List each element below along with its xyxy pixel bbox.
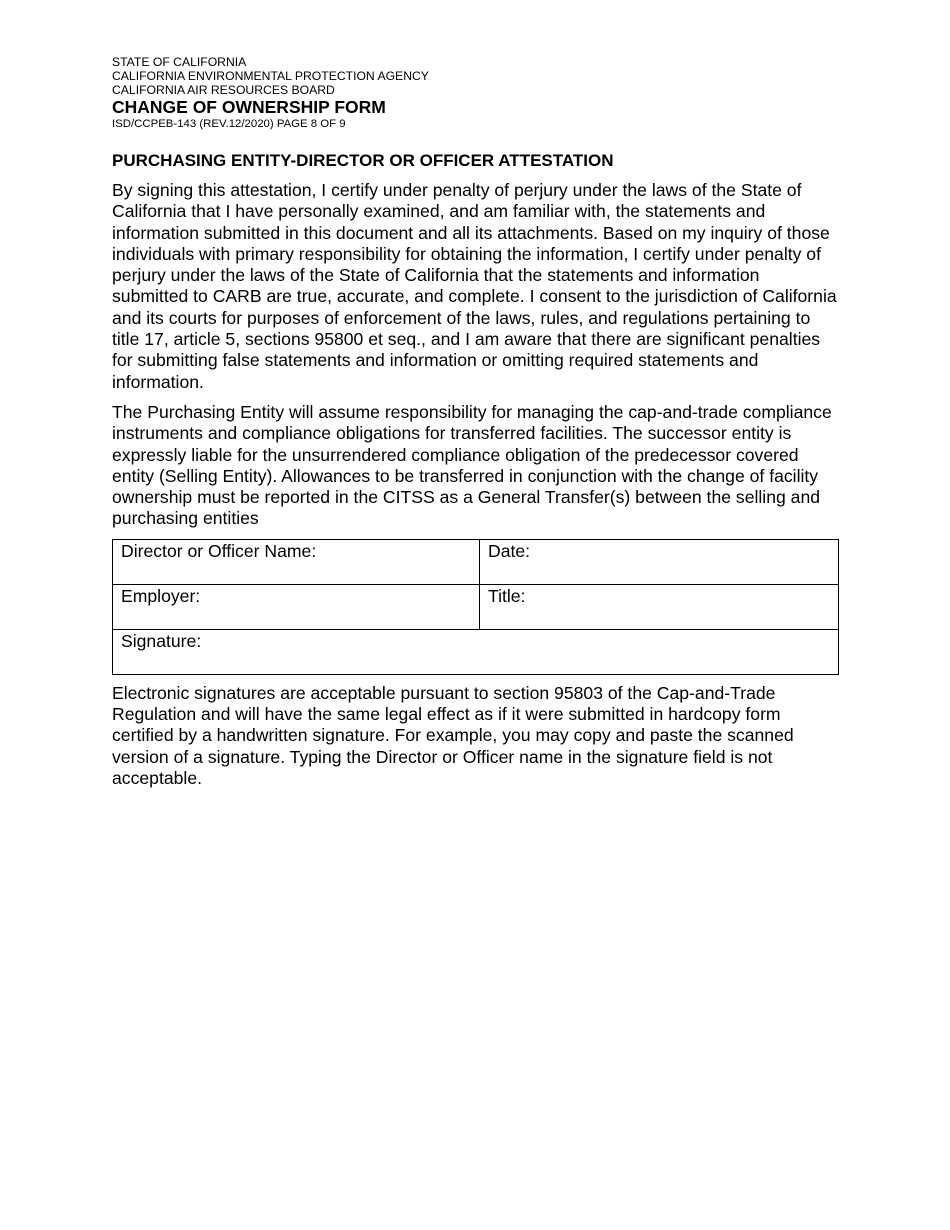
director-name-label: Director or Officer Name: xyxy=(121,540,317,561)
director-name-field[interactable] xyxy=(113,539,480,584)
form-title: CHANGE OF OWNERSHIP FORM xyxy=(112,97,386,117)
electronic-signature-note: Electronic signatures are acceptable pursuant to section 95803 of the Cap-and-Trade Regulation and will have the same legal effect as if it were submitted in hardcopy form certified by a handwritten signature. For example, you may copy and paste the scanned version of a signature. Typing the Director or Officer name in the signature field is not acceptable. xyxy=(112,682,794,788)
agency-name: CALIFORNIA ENVIRONMENTAL PROTECTION AGENCY xyxy=(112,69,429,83)
board-name: CALIFORNIA AIR RESOURCES BOARD xyxy=(112,83,335,97)
employer-label: Employer: xyxy=(121,585,201,606)
table-row xyxy=(113,584,839,629)
state-name: STATE OF CALIFORNIA xyxy=(112,55,247,69)
form-revision: ISD/CCPEB-143 (REV.12/2020) PAGE 8 OF 9 xyxy=(112,118,346,130)
table-row xyxy=(113,539,839,584)
attestation-form-table xyxy=(112,539,839,675)
section-heading: PURCHASING ENTITY-DIRECTOR OR OFFICER ATTESTATION xyxy=(112,151,614,170)
employer-field[interactable] xyxy=(113,584,480,629)
form-header xyxy=(112,55,840,131)
attestation-paragraph: By signing this attestation, I certify under penalty of perjury under the laws of the State of California that I have personally examined, and am familiar with, the statements and information submitted in this document and all its attachments. Based on my inquiry of those individuals with primary responsibility for obtaining the information, I certify under penalty of perjury under the laws of the State of California that the statements and information submitted to CARB are true, accurate, and complete. I consent to the jurisdiction of California and its courts for purposes of enforcement of the laws, rules, and regulations pertaining to title 17, article 5, sections 95800 et seq., and I am aware that there are significant penalties for submitting false statements and information or omitting required statements and information. xyxy=(112,180,837,392)
responsibility-paragraph: The Purchasing Entity will assume responsibility for managing the cap-and-trade compliance instruments and compliance obligations for transferred facilities. The successor entity is expressly liable for the unsurrendered compliance obligation of the predecessor covered entity (Selling Entity). Allowances to be transferred in conjunction with the change of facility ownership must be reported in the CITSS as a General Transfer(s) between the selling and purchasing entities xyxy=(112,401,832,529)
title-field[interactable] xyxy=(480,584,839,629)
document-page xyxy=(112,55,840,789)
date-label: Date: xyxy=(488,540,531,561)
date-field[interactable] xyxy=(480,539,839,584)
signature-field[interactable] xyxy=(113,629,839,674)
signature-label: Signature: xyxy=(121,630,202,651)
title-label: Title: xyxy=(488,585,526,606)
table-row xyxy=(113,629,839,674)
